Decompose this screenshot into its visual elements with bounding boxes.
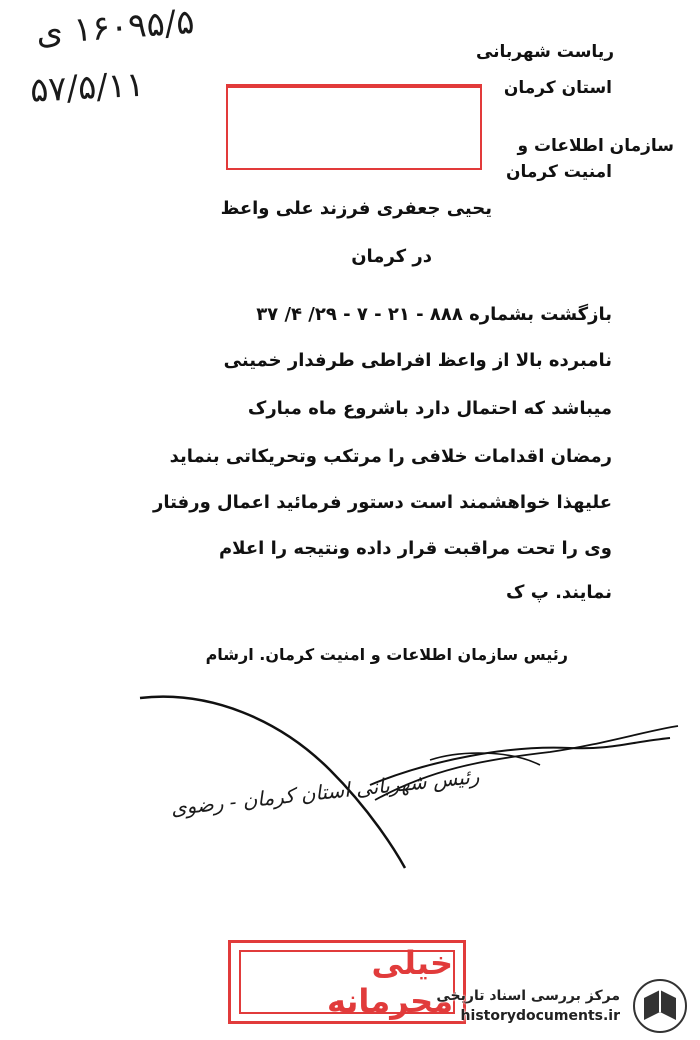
handwritten-date: ۵۷/۵/۱۱ [29, 64, 146, 111]
closing-line: رئیس سازمان اطلاعات و امنیت کرمان. ارشام [205, 645, 568, 664]
subject-person: یحیی جعفری فرزند علی واعظ [220, 198, 492, 219]
body-line-4: رمضان اقدامات خلافی را مرتکب وتحریکاتی بنماید [169, 446, 612, 467]
body-line-6: وی را تحت مراقبت قرار داده ونتیجه را اعلام [218, 538, 612, 559]
org-name-line2: امنیت کرمان [505, 162, 612, 182]
body-line-1: بازگشت بشماره ۸۸۸ - ۲۱ - ۷ - ۲۹/ ۴/ ۳۷ [256, 304, 612, 325]
subject-location: در کرمان [351, 246, 432, 267]
header-police-title: ریاست شهربانی [475, 42, 614, 62]
org-name-line1: سازمان اطلاعات و [517, 136, 674, 156]
body-line-3: میباشد که احتمال دارد باشروع ماه مبارک [247, 398, 612, 419]
watermark-website[interactable]: historydocuments.ir [460, 1008, 620, 1024]
body-line-5: علیهذا خواهشمند است دستور فرمائید اعمال ورفتار [152, 492, 612, 513]
header-province: استان کرمان [503, 78, 612, 98]
book-emblem-icon [630, 976, 690, 1036]
body-line-7: نمایند. پ ک [506, 582, 612, 603]
red-stamp-box [226, 84, 482, 170]
handwritten-number: ۱۶۰۹۵/۵ ی [34, 1, 196, 53]
watermark-org-name: مرکز بررسی اسناد تاریخی [436, 988, 620, 1004]
body-line-2: نامبرده بالا از واعظ افراطی طرفدار خمینی [223, 350, 612, 371]
top-secret-stamp-text: خیلی محرمانه [326, 944, 453, 1020]
top-secret-stamp [228, 940, 466, 1024]
signature-text: رئیس شهربانی استان کرمان - رضوی [169, 763, 481, 821]
